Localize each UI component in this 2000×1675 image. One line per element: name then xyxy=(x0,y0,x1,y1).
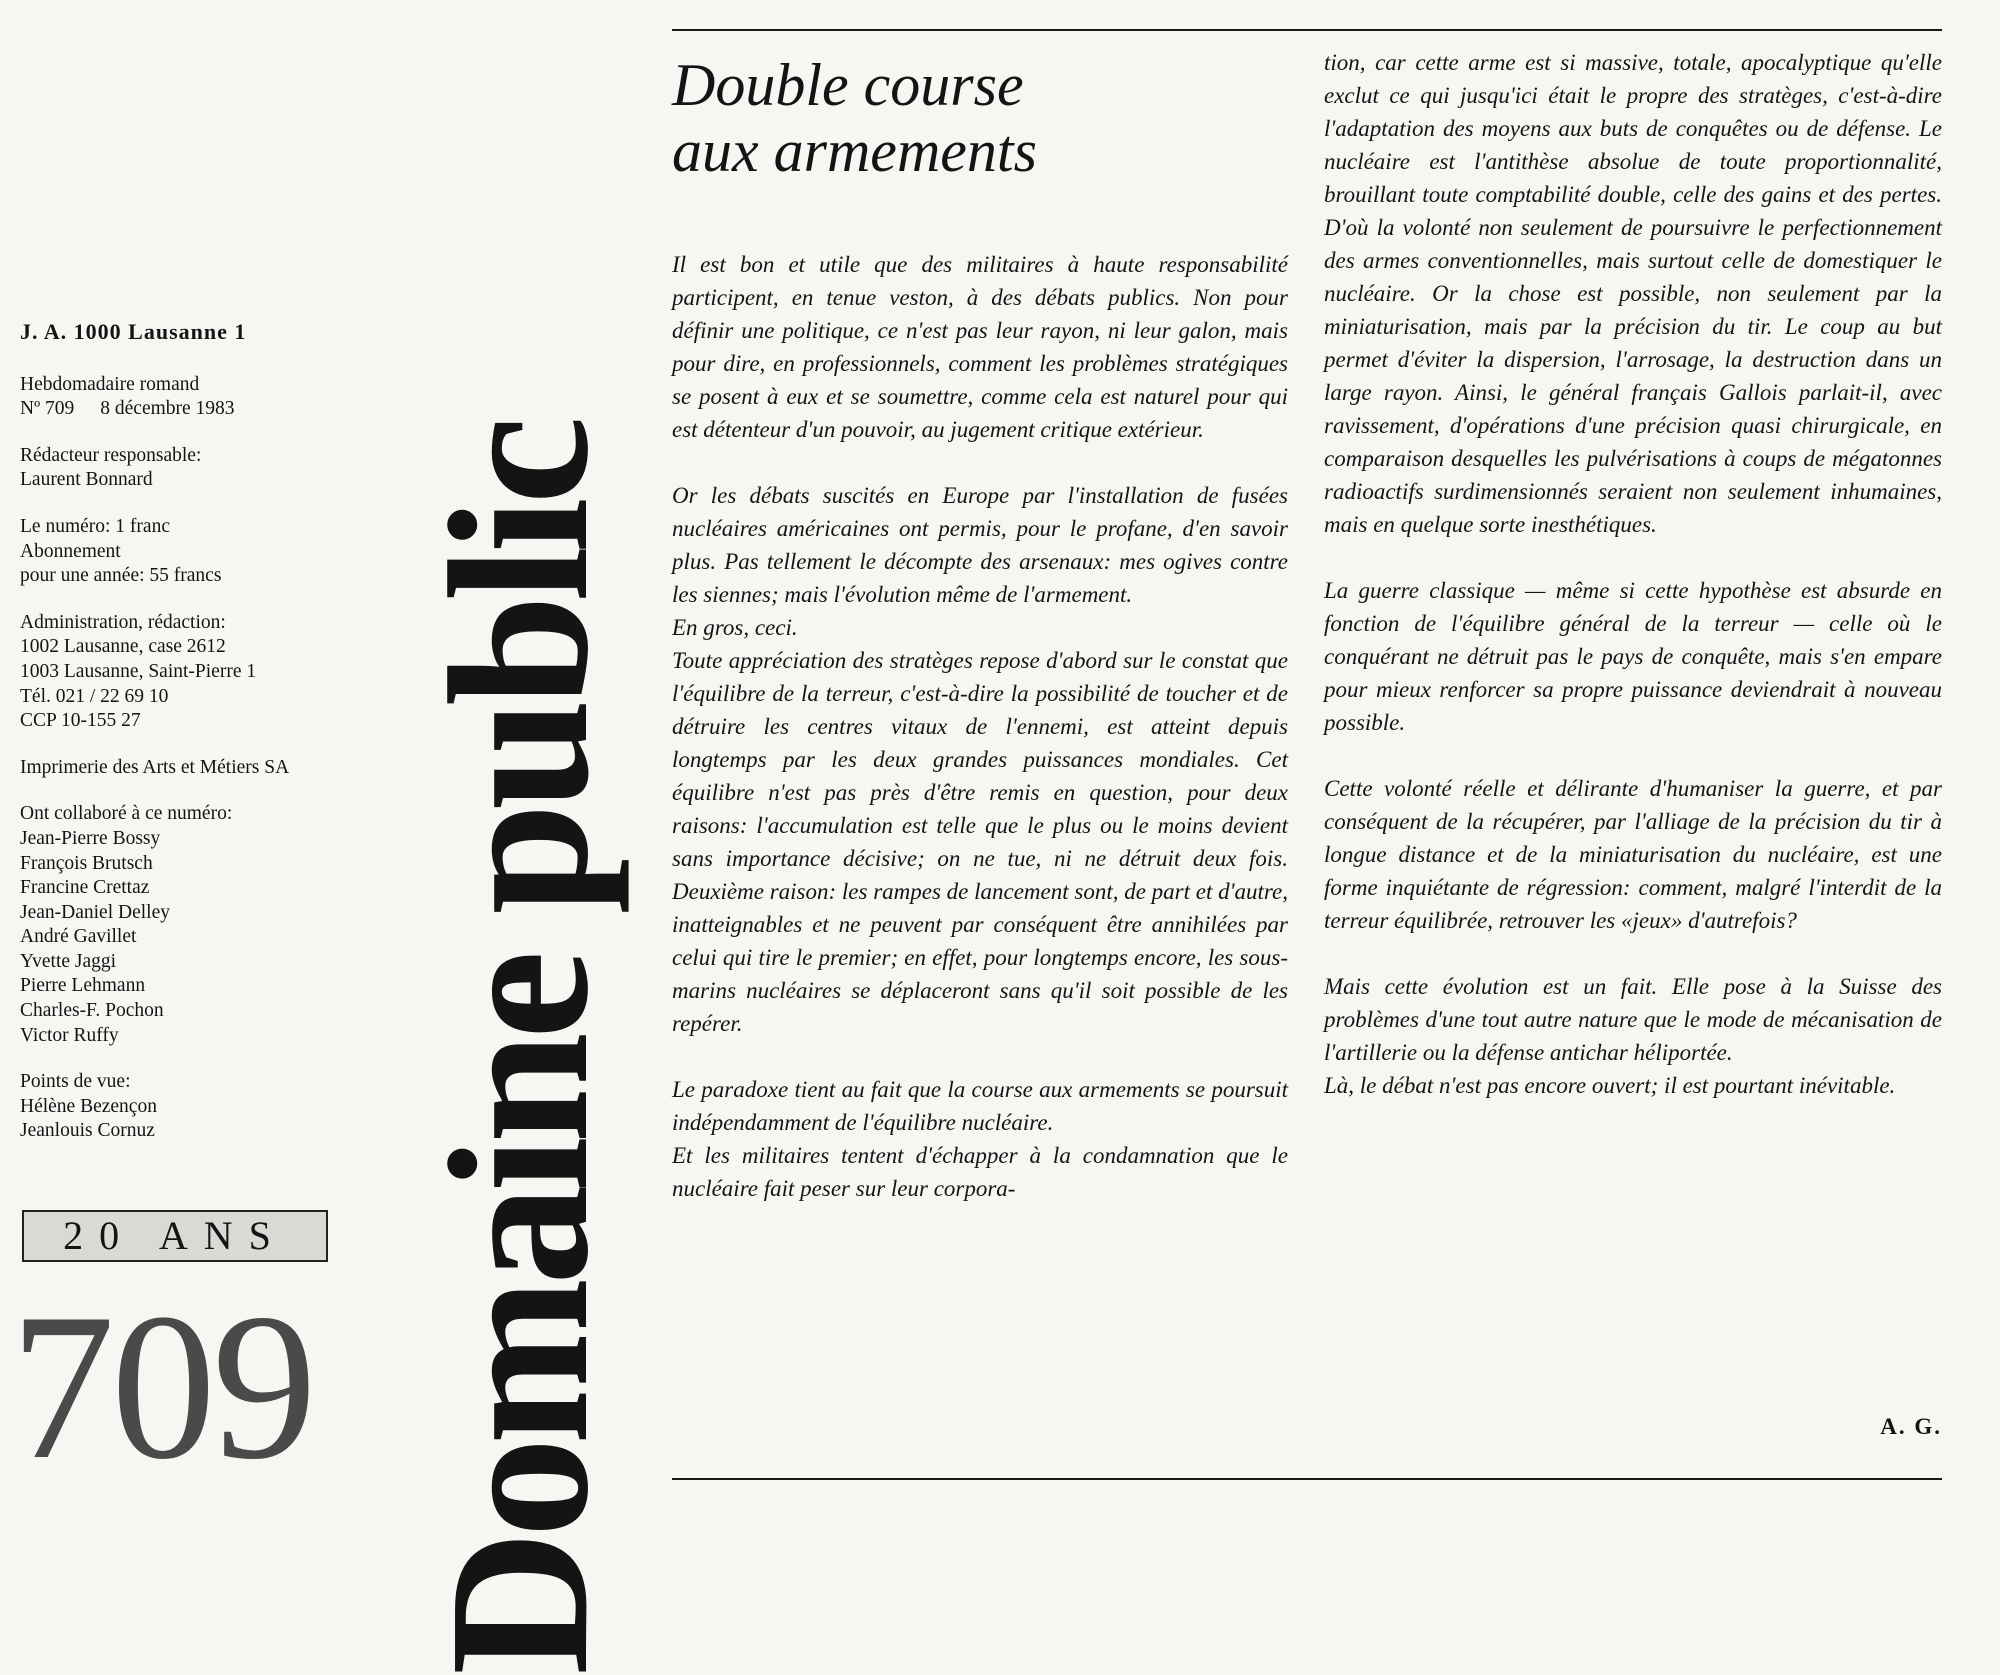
printer-info: Imprimerie des Arts et Métiers SA xyxy=(20,756,290,778)
contributor-name: André Gavillet xyxy=(20,926,137,948)
publication-title: Domaine public xyxy=(409,422,630,1675)
administration-info xyxy=(20,611,380,734)
subscription-label: Abonnement xyxy=(20,540,121,562)
editor-label: Rédacteur responsable: xyxy=(20,444,202,466)
contributor-name: Victor Ruffy xyxy=(20,1024,119,1046)
editor-info xyxy=(20,444,380,493)
contributor-name: Jean-Daniel Delley xyxy=(20,901,170,923)
admin-line: Administration, rédaction: xyxy=(20,611,226,633)
subscription-price: pour une année: 55 francs xyxy=(20,565,222,587)
contributor-name: François Brutsch xyxy=(20,852,153,874)
masthead-block xyxy=(20,320,380,1166)
edition-type: Hebdomadaire romand xyxy=(20,373,200,395)
contributor-name: Pierre Lehmann xyxy=(20,975,146,997)
article-paragraph: En gros, ceci. xyxy=(672,615,798,640)
contributor-name: Francine Crettaz xyxy=(20,877,150,899)
headline-line: aux armements xyxy=(672,118,1037,184)
issue-date: 8 décembre 1983 xyxy=(100,398,235,420)
headline-line: Double course xyxy=(672,52,1024,118)
author-signature: A. G. xyxy=(1880,1414,1942,1439)
article-paragraph: Là, le débat n'est pas encore ouvert; il est pourtant inévitable. xyxy=(1324,1073,1896,1098)
viewpoints-info xyxy=(20,1070,380,1144)
pricing-info xyxy=(20,515,380,589)
contributors-label: Ont collaboré à ce numéro: xyxy=(20,803,233,825)
article-paragraph: Mais cette évolution est un fait. Elle pose à la Suisse des problèmes d'une tout autre nature que le mode de mécanisation de l'artillerie ou la défense antichar héliportée. xyxy=(1324,974,1942,1065)
issue-date-line xyxy=(20,397,380,422)
contributor-name: Yvette Jaggi xyxy=(20,950,117,972)
article-paragraph: Il est bon et utile que des militaires à haute responsabilité participent, en tenue veston, à des débats publics. Non pour définir une politique, ce n'est pas leur rayon, ni leur galon, mais pour dire, en professionnels, comment les problèmes stratégiques se posent à eux et se soumettre, comme cela est naturel pour qui est détenteur d'un pouvoir, au jugement critique extérieur. xyxy=(672,252,1288,442)
article-paragraph: Or les débats suscités en Europe par l'installation de fusées nucléaires américaines ont permis, pour le profane, d'en savoir plus. Pas tellement le décompte des arsenaux: mes ogives contre les siennes; mais l'évolution même de l'armement. xyxy=(672,483,1288,607)
contributor-name: Charles-F. Pochon xyxy=(20,1000,164,1022)
contributor-name: Jean-Pierre Bossy xyxy=(20,827,161,849)
article-paragraph: Le paradoxe tient au fait que la course aux armements se poursuit indépendamment de l'équilibre nucléaire. xyxy=(672,1077,1288,1135)
admin-line: 1002 Lausanne, case 2612 xyxy=(20,636,226,658)
bottom-rule xyxy=(672,1478,1942,1480)
edition-info xyxy=(20,373,380,422)
issue-number: 709 xyxy=(10,1271,313,1503)
viewpoint-author: Hélène Bezençon xyxy=(20,1095,157,1117)
article-paragraph: Toute appréciation des stratèges repose d'abord sur le constat que l'équilibre de la terreur, c'est-à-dire la possibilité de toucher et de détruire les centres vitaux de l'ennemi, est atteint depuis longtemps par les deux grandes puissances mondiales. Cet équilibre n'est pas près d'être remis en question, pour deux raisons: l'accumulation est telle que le plus ou le moins devient sans importance décisive; on ne tue, ni ne détruit deux fois. Deuxième raison: les rampes de lancement sont, de part et d'autre, inatteignables et ne peuvent par conséquent être annihilées par celui qui tire le premier; en effet, pour longtemps encore, les sous-marins nucléaires se déplaceront sans qu'il soit possible de les repérer. xyxy=(672,648,1288,1036)
viewpoints-label: Points de vue: xyxy=(20,1071,131,1093)
admin-line: CCP 10-155 27 xyxy=(20,710,141,732)
issue-no: Nº 709 xyxy=(20,398,75,420)
viewpoint-author: Jeanlouis Cornuz xyxy=(20,1120,155,1142)
admin-line: Tél. 021 / 22 69 10 xyxy=(20,685,169,707)
article-column-1 xyxy=(672,248,1288,1205)
top-rule xyxy=(672,29,1942,31)
article-paragraph: Cette volonté réelle et délirante d'humaniser la guerre, et par conséquent de la récupérer, par l'alliage de la précision du tir à longue distance et de la miniaturisation du nucléaire, est une forme inquiétante de régression: comment, malgré l'interdit de la terreur équilibrée, retrouver les «jeux» d'autrefois? xyxy=(1324,776,1942,933)
article-column-2 xyxy=(1324,46,1942,1102)
ja-line: J. A. 1000 Lausanne 1 xyxy=(20,319,247,344)
contributors-info xyxy=(20,802,380,1048)
article-paragraph: tion, car cette arme est si massive, totale, apocalyptique qu'elle exclut ce qui jusqu'ici était le propre des stratèges, c'est-à-dire l'adaptation des moyens aux buts de conquêtes ou de défense. Le nucléaire est l'antithèse absolue de toute proportionnalité, brouillant toute comptabilité double, celle des gains et des pertes. D'où la volonté non seulement de poursuivre le perfectionnement des armes conventionnelles, mais surtout celle de domestiquer le nucléaire. Or la chose est possible, non seulement par la miniaturisation, mais par la précision du tir. Le coup au but permet d'éviter la dispersion, l'arrosage, la destruction dans un large rayon. Ainsi, le général français Gallois parlait-il, avec ravissement, d'opérations d'une précision quasi chirurgicale, en comparaison desquelles les pulvérisations à coups de mégatonnes radioactifs surdimensionnés seraient non seulement inhumaines, mais en quelque sorte inesthétiques. xyxy=(1324,50,1942,537)
article-paragraph: La guerre classique — même si cette hypothèse est absurde en fonction de l'équilibre général de la terreur — celle où le conquérant ne détruit pas le pays de conquête, mais s'en empare pour mieux renforcer sa propre puissance deviendrait à nouveau possible. xyxy=(1324,578,1942,735)
article-paragraph: Et les militaires tentent d'échapper à la condamnation que le nucléaire fait peser sur leur corpora- xyxy=(672,1143,1288,1201)
anniversary-badge: 20 ANS xyxy=(22,1210,328,1262)
admin-line: 1003 Lausanne, Saint-Pierre 1 xyxy=(20,660,257,682)
article-headline xyxy=(672,52,1272,184)
price-line: Le numéro: 1 franc xyxy=(20,515,170,537)
editor-name: Laurent Bonnard xyxy=(20,469,153,491)
